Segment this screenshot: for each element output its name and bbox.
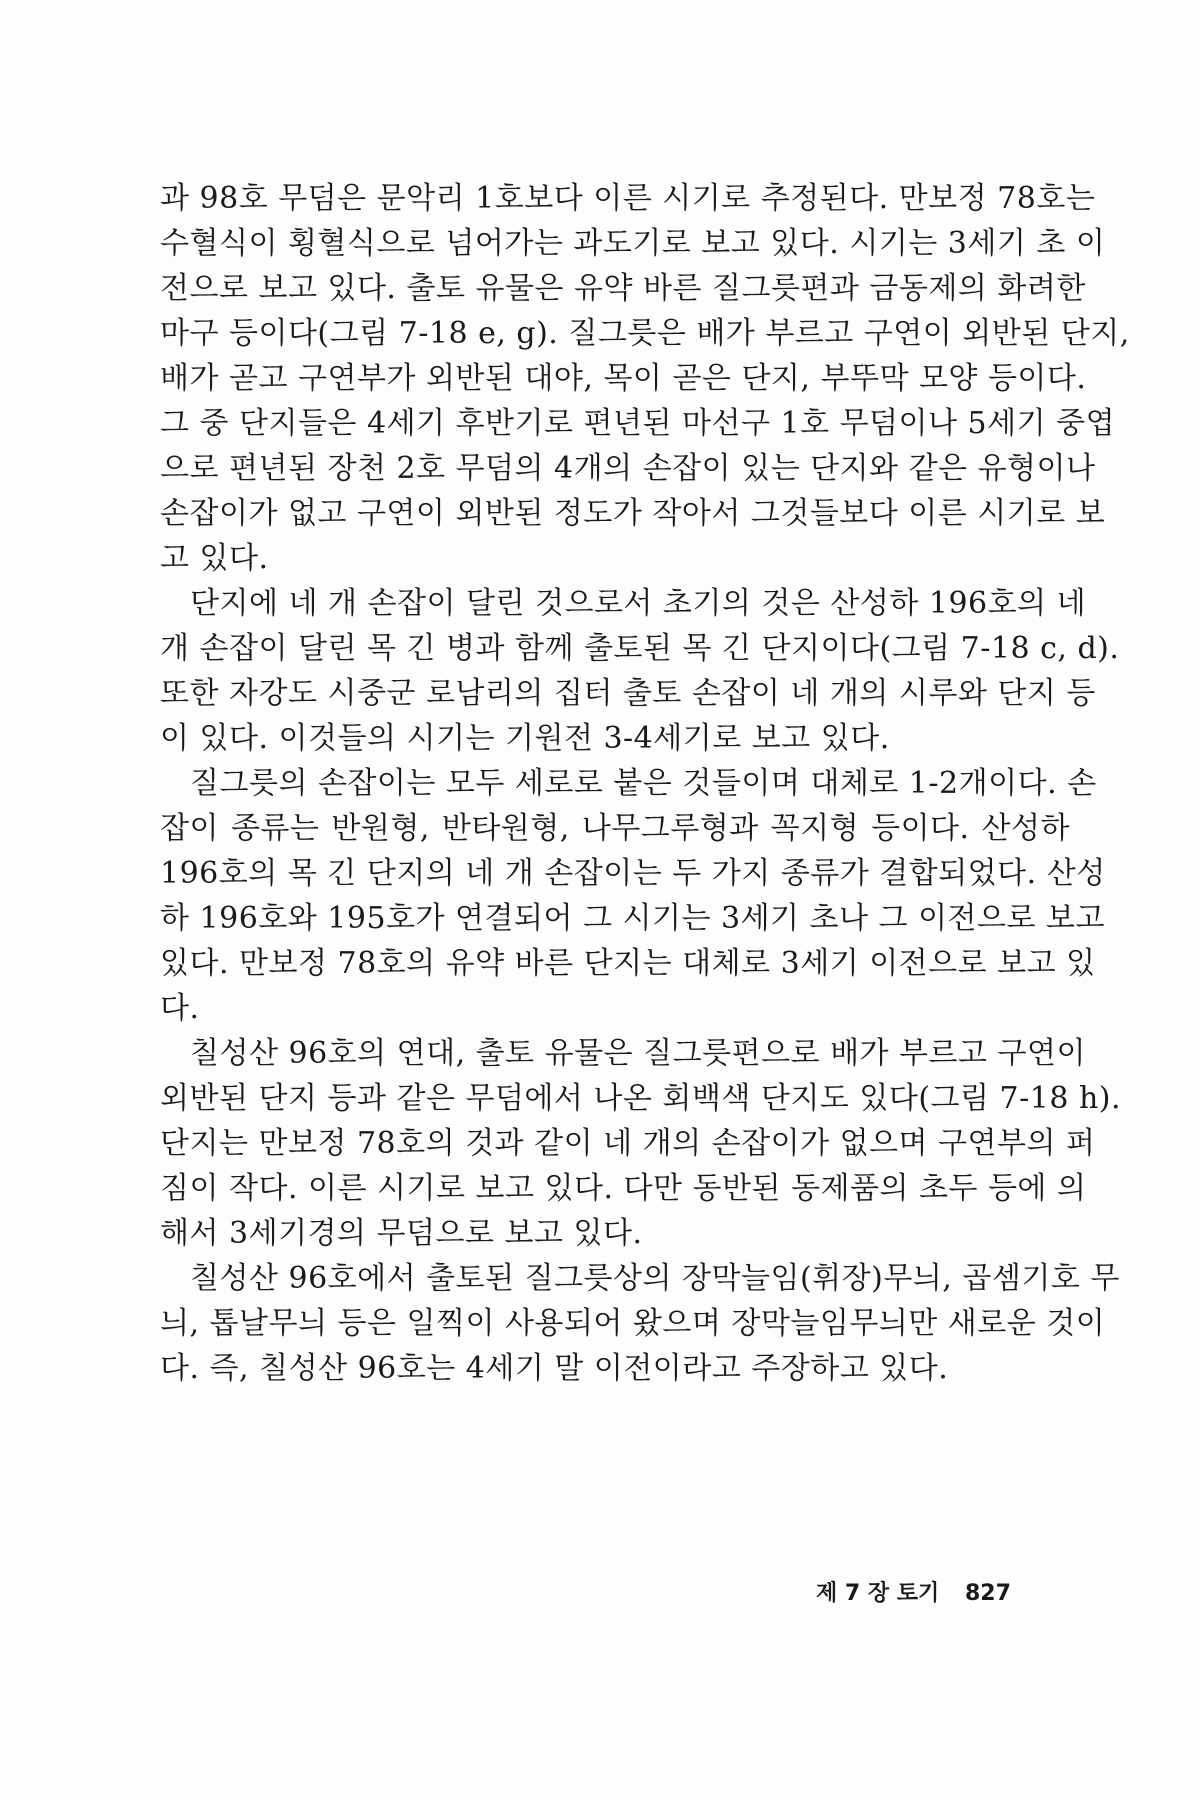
text-line: 짐이 작다. 이른 시기로 보고 있다. 다만 동반된 동제품의 초두 등에 의 <box>160 1171 1087 1206</box>
text-line: 늬, 톱날무늬 등은 일찍이 사용되어 왔으며 장막늘임무늬만 새로운 것이 <box>160 1306 1106 1341</box>
chapter-title: 제 7 장 토기 <box>816 1581 940 1606</box>
text-line: 개 손잡이 달린 목 긴 병과 함께 출토된 목 긴 단지이다(그림 7-18 c, d). <box>160 631 1120 666</box>
text-line: 마구 등이다(그림 7-18 e, g). 질그릇은 배가 부르고 구연이 외반된 단지, <box>160 316 1130 351</box>
paragraph-start-line: 단지에 네 개 손잡이 달린 것으로서 초기의 것은 산성하 196호의 네 <box>190 586 1087 621</box>
text-line: 전으로 보고 있다. 출토 유물은 유약 바른 질그릇편과 금동제의 화려한 <box>160 271 1086 306</box>
text-line: 외반된 단지 등과 같은 무덤에서 나온 회백색 단지도 있다(그림 7-18 h). <box>160 1081 1122 1116</box>
text-line: 잡이 종류는 반원형, 반타원형, 나무그루형과 꼭지형 등이다. 산성하 <box>160 811 1070 846</box>
paragraph-start-line: 칠성산 96호의 연대, 출토 유물은 질그릇편으로 배가 부르고 구연이 <box>190 1036 1086 1071</box>
text-line: 고 있다. <box>160 541 269 576</box>
text-line: 해서 3세기경의 무덤으로 보고 있다. <box>160 1216 643 1251</box>
text-line: 또한 자강도 시중군 로남리의 집터 출토 손잡이 네 개의 시루와 단지 등 <box>160 676 1096 711</box>
text-line: 있다. 만보정 78호의 유약 바른 단지는 대체로 3세기 이전으로 보고 있 <box>160 946 1096 981</box>
text-line: 배가 곧고 구연부가 외반된 대야, 목이 곧은 단지, 부뚜막 모양 등이다. <box>160 361 1087 396</box>
text-line: 단지는 만보정 78호의 것과 같이 네 개의 손잡이가 없으며 구연부의 퍼 <box>160 1126 1096 1161</box>
page-number: 827 <box>964 1581 1011 1606</box>
text-line: 수혈식이 횡혈식으로 넘어가는 과도기로 보고 있다. 시기는 3세기 초 이 <box>160 226 1106 261</box>
text-line: 으로 편년된 장천 2호 무덤의 4개의 손잡이 있는 단지와 같은 유형이나 <box>160 451 1096 486</box>
body-text <box>160 176 1130 1391</box>
text-line: 하 196호와 195호가 연결되어 그 시기는 3세기 초나 그 이전으로 보고 <box>160 901 1105 936</box>
paragraph-start-line: 칠성산 96호에서 출토된 질그릇상의 장막늘임(휘장)무늬, 곱셈기호 무 <box>190 1261 1120 1296</box>
text-line: 그 중 단지들은 4세기 후반기로 편년된 마선구 1호 무덤이나 5세기 중엽 <box>160 406 1116 441</box>
paragraph-start-line: 질그릇의 손잡이는 모두 세로로 붙은 것들이며 대체로 1-2개이다. 손 <box>190 766 1097 801</box>
text-line: 다. <box>160 991 200 1026</box>
text-line: 손잡이가 없고 구연이 외반된 정도가 작아서 그것들보다 이른 시기로 보 <box>160 496 1106 531</box>
text-line: 이 있다. 이것들의 시기는 기원전 3-4세기로 보고 있다. <box>160 721 890 756</box>
page-footer <box>816 1576 1011 1607</box>
text-line: 다. 즉, 칠성산 96호는 4세기 말 이전이라고 주장하고 있다. <box>160 1351 949 1386</box>
text-line: 과 98호 무덤은 문악리 1호보다 이른 시기로 추정된다. 만보정 78호는 <box>160 181 1096 216</box>
text-line: 196호의 목 긴 단지의 네 개 손잡이는 두 가지 종류가 결합되었다. 산성 <box>160 856 1106 891</box>
